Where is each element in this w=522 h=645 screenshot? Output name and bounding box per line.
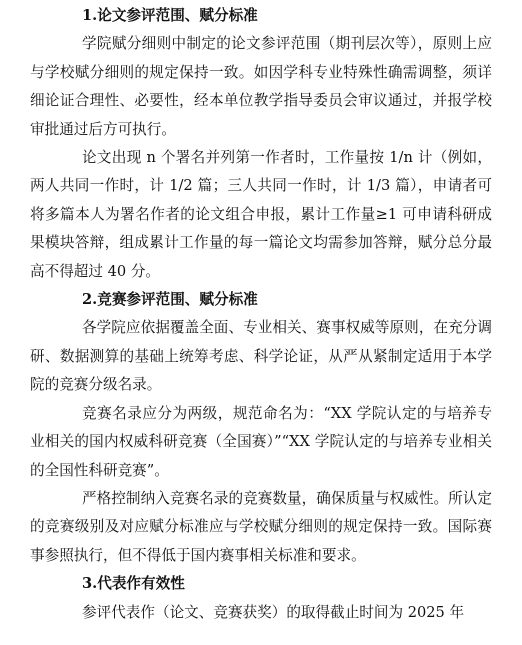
paragraph: 严格控制纳入竞赛名录的竞赛数量，确保质量与权威性。所认定的竞赛级别及对应赋分标准应与学校赋分细则的规定保持一致。国际赛事参照执行，但不得低于国内赛事相关标准和要求。 [30, 489, 492, 564]
paragraph: 学院赋分细则中制定的论文参评范围（期刊层次等），原则上应与学校赋分细则的规定保持一致。如因学科专业特殊性确需调整，须详细论证合理性、必要性，经本单位教学指导委员会审议通过，并报学校审批通过后方可执行。 [30, 35, 492, 138]
paragraph: 论文出现 n 个署名并列第一作者时，工作量按 1/n 计（例如，两人共同一作时，计 1/2 篇；三人共同一作时，计 1/3 篇），申请者可将多篇本人为署名作者的论文组合申报，累计工作量≥1 可申请科研成果模块答辩，组成累计工作量的每一篇论文均需参加答辩，赋分总分最高不得超过 40 分。 [30, 149, 492, 280]
section-heading: 1.论文参评范围、赋分标准 [82, 7, 258, 24]
section-paper-scoring [30, 2, 492, 286]
paragraph: 竞赛名录应分为两级，规范命名为：“XX 学院认定的与培养专业相关的国内权威科研竞赛（全国赛）”“XX 学院认定的与培养专业相关的全国性科研竞赛”。 [30, 404, 492, 479]
section-competition-scoring [30, 286, 492, 570]
section-heading: 3.代表作有效性 [82, 575, 185, 593]
paragraph: 各学院应依据覆盖全面、专业相关、赛事权威等原则，在充分调研、数据测算的基础上统筹考虑、科学论证，从严从紧制定适用于本学院的竞赛分级名录。 [30, 319, 492, 394]
section-representative-work-validity [30, 570, 492, 627]
section-heading: 2.竞赛参评范围、赋分标准 [82, 291, 258, 309]
paragraph: 参评代表作（论文、竞赛获奖）的取得截止时间为 2025 年 [82, 603, 465, 621]
